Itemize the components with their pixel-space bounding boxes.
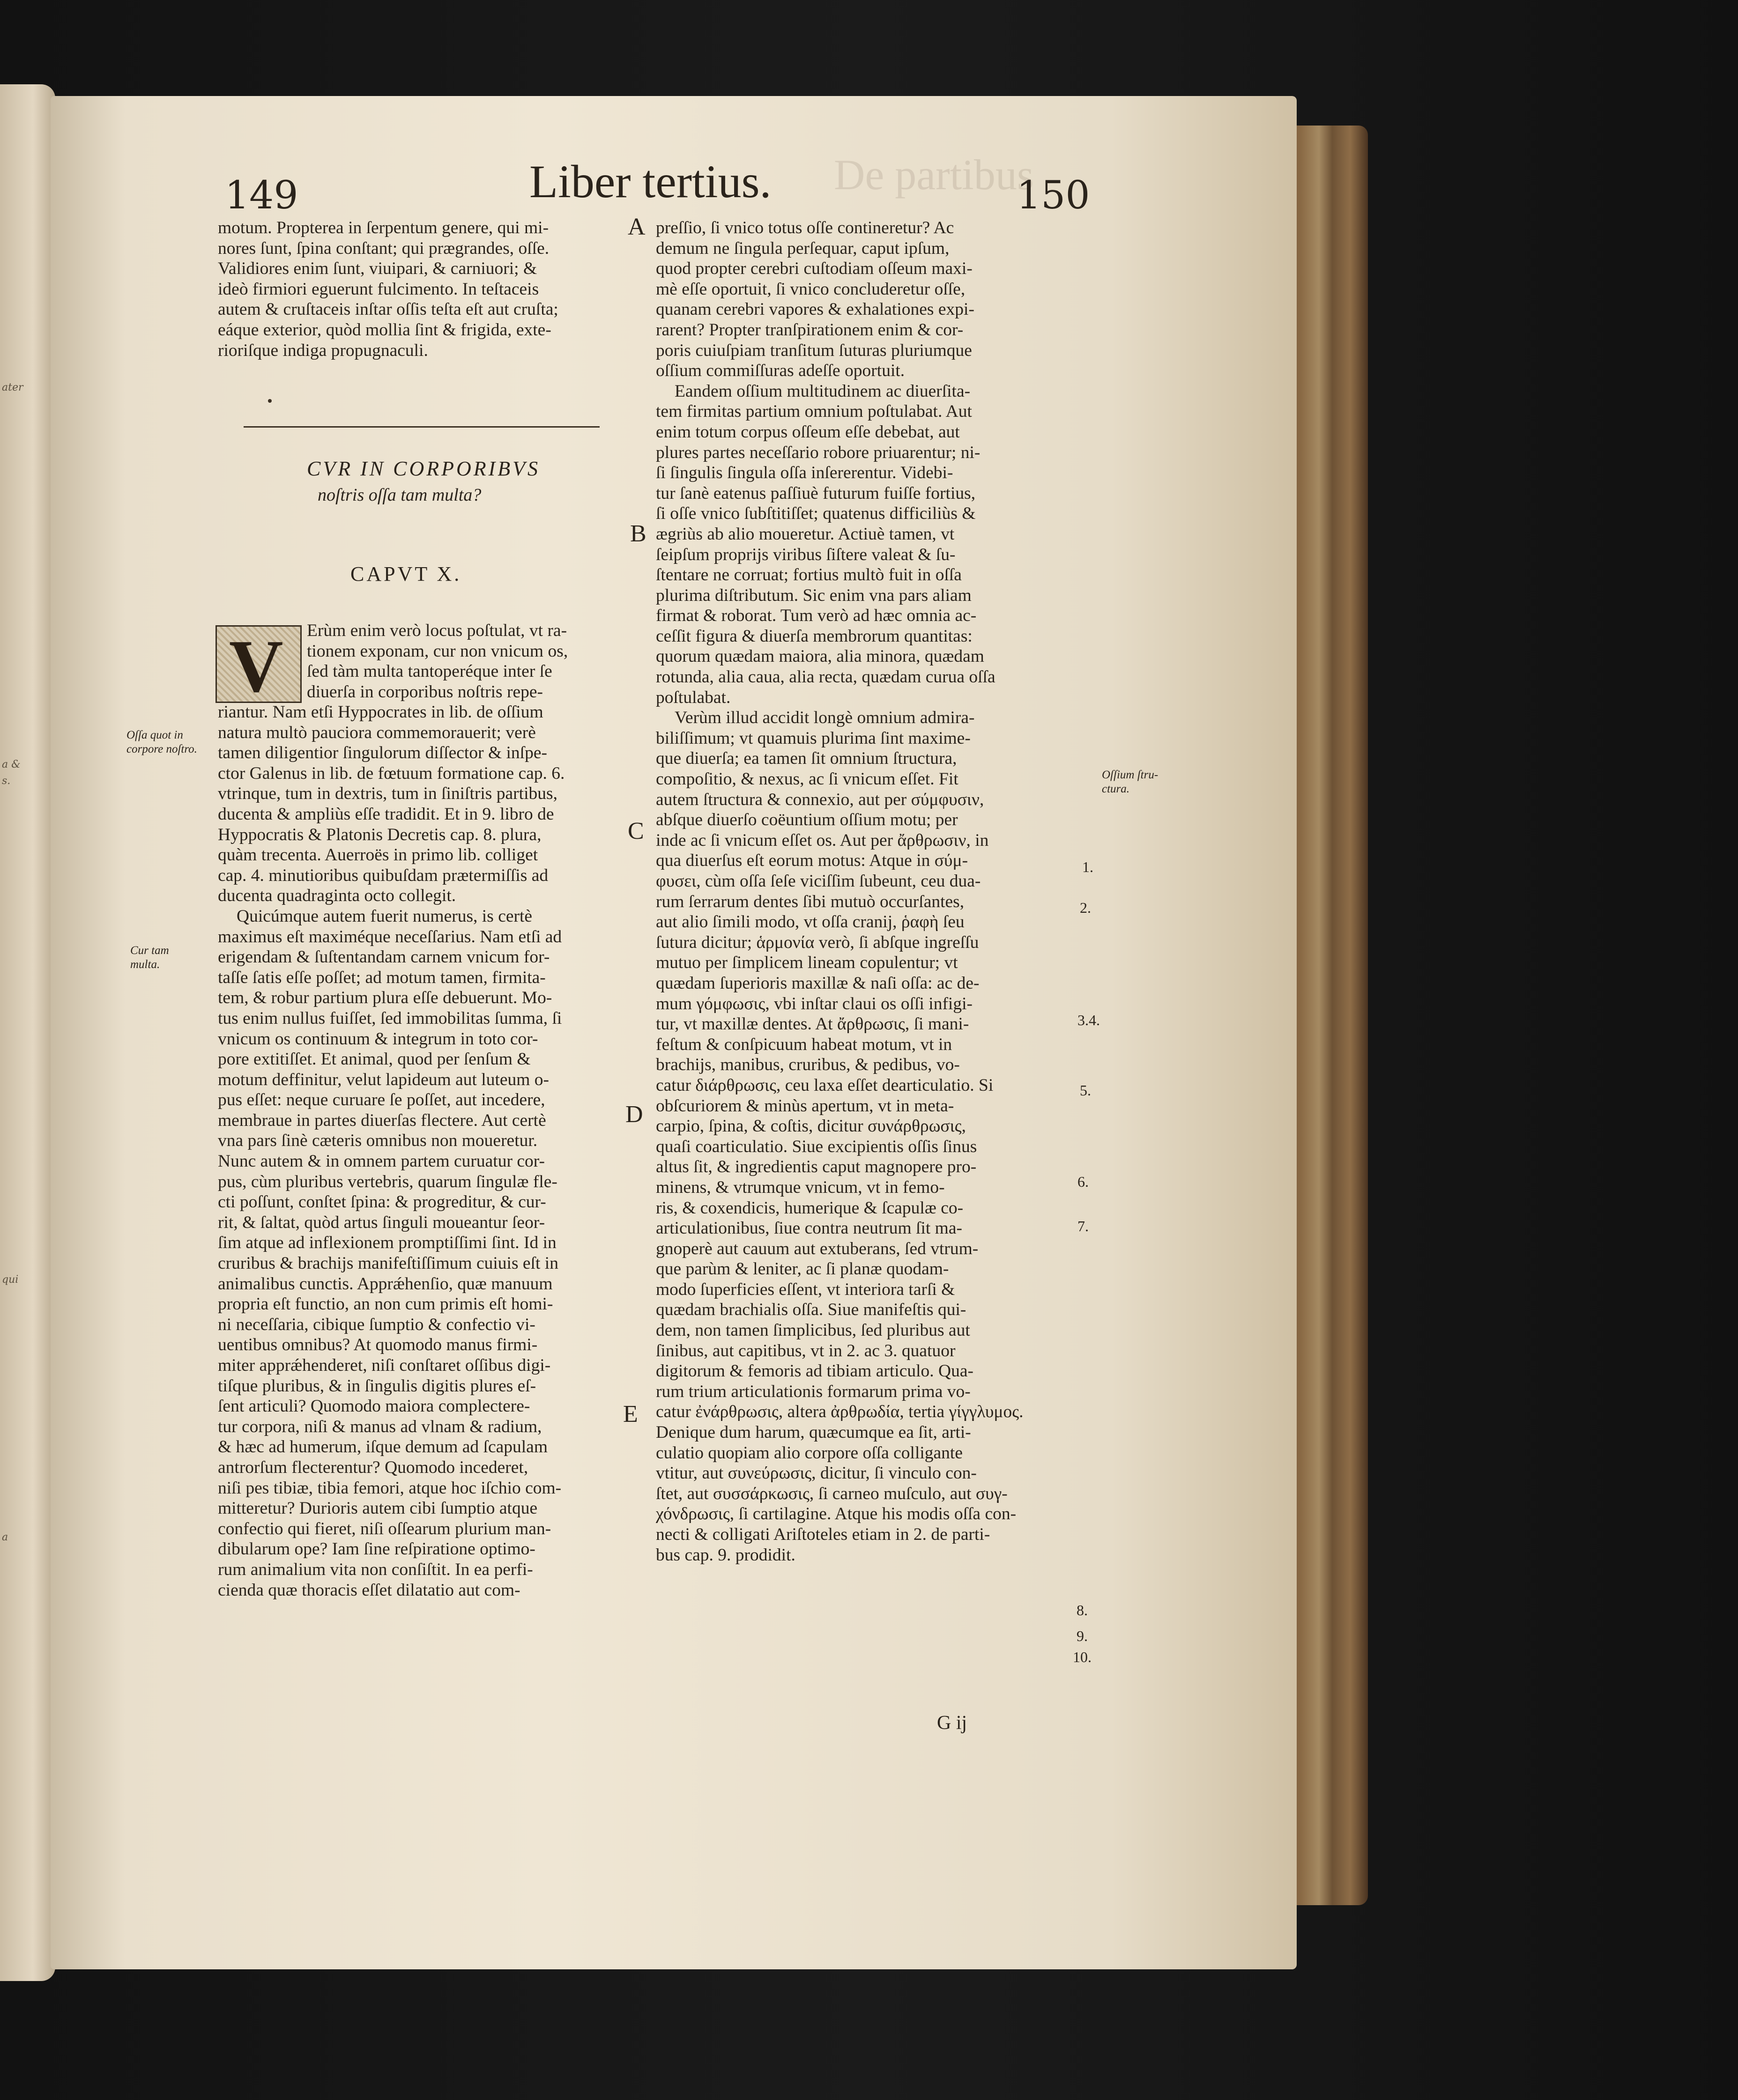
text-line: digitorum & femoris ad tibiam articulo. Qua- bbox=[656, 1361, 973, 1381]
text-line: inde ac ſi vnicum eſſet os. Aut per ἄρθρωσιν, in bbox=[656, 830, 989, 850]
text-line: tur ſanè eatenus paſſiuè futurum fuiſſe fortius, bbox=[656, 483, 976, 503]
text-line: modo ſuperficies eſſent, vt interiora tarſi & bbox=[656, 1279, 955, 1299]
text-line: dibularum ope? Iam ſine reſpiratione optimo- bbox=[218, 1539, 535, 1559]
text-line: tem firmitas partium omnium poſtulabat. Aut bbox=[656, 402, 972, 421]
text-line: membraue in partes diuerſas flectere. Aut certè bbox=[218, 1110, 546, 1130]
left-column-intro bbox=[218, 218, 616, 361]
text-line: minens, & vtrumque vnicum, vt in femo- bbox=[656, 1177, 945, 1197]
page-number-right: 150 bbox=[1017, 173, 1090, 218]
left-column-body-indented bbox=[307, 621, 616, 702]
text-line: tur corpora, niſi & manus ad vlnam & radium, bbox=[218, 1417, 542, 1436]
chapter-subheading: noſtris oſſa tam multa? bbox=[318, 485, 482, 505]
text-line: ſinibus, aut capitibus, vt in 2. ac 3. quatuor bbox=[656, 1341, 956, 1361]
text-line: qua diuerſus eſt eorum motus: Atque in σύμ- bbox=[656, 851, 968, 871]
text-line: cti poſſunt, conſtet ſpina: & progreditur, & cur- bbox=[218, 1192, 546, 1212]
text-line: rarent? Propter tranſpirationem enim & cor- bbox=[656, 320, 964, 340]
text-line: bus cap. 9. prodidit. bbox=[656, 1545, 795, 1565]
prev-page-note: s. bbox=[2, 775, 11, 787]
text-line: necti & colligati Ariſtoteles etiam in 2. de parti- bbox=[656, 1525, 990, 1544]
text-line: nores ſunt, ſpina conſtant; qui prægrandes, oſſe. bbox=[218, 238, 550, 258]
text-line: ducenta & ampliùs eſſe tradidit. Et in 9. libro de bbox=[218, 804, 554, 824]
margin-note: Oſſium ſtru- ctura. bbox=[1102, 769, 1159, 795]
text-line: ceſſit figura & diuerſa membrorum quantitas: bbox=[656, 626, 973, 646]
text-line: antrorſum flecterentur? Quomodo incederet, bbox=[218, 1457, 528, 1477]
text-line: feſtum & conſpicuum habeat motum, vt in bbox=[656, 1035, 952, 1054]
left-column-body bbox=[218, 702, 616, 1600]
text-line: quanam cerebri vapores & exhalationes expi- bbox=[656, 300, 974, 319]
text-line: tem, & robur partium plura eſſe debuerunt. Mo- bbox=[218, 988, 552, 1008]
text-line: Eandem oſſium multitudinem ac diuerſita- bbox=[675, 381, 971, 401]
text-line: miter apprǽhenderet, niſi conſtaret oſſibus digi- bbox=[218, 1356, 551, 1375]
text-line: mitteretur? Durioris autem cibi ſumptio atque bbox=[218, 1499, 538, 1518]
text-line: gnoperè aut cauum aut extuberans, ſed vtrum- bbox=[656, 1239, 979, 1258]
text-line: Erùm enim verò locus poſtulat, vt ra- bbox=[307, 621, 567, 640]
text-line: ducenta quadraginta octo collegit. bbox=[218, 886, 456, 906]
text-line: abſque diuerſo coëuntium oſſium motu; per bbox=[656, 810, 958, 830]
text-line: Quicúmque autem fuerit numerus, is certè bbox=[237, 906, 533, 926]
text-line: tiſque pluribus, & in ſingulis digitis plures eſ- bbox=[218, 1376, 536, 1396]
text-line: que parùm & leniter, ac ſi planæ quodam- bbox=[656, 1259, 949, 1279]
text-line: rum animalium vita non conſiſtit. In ea perfi- bbox=[218, 1560, 533, 1579]
text-line: que diuerſa; ea tamen ſit omnium ſtructura, bbox=[656, 749, 957, 769]
text-line: taſſe ſatis eſſe poſſet; ad motum tamen, firmita- bbox=[218, 968, 546, 987]
text-line: cap. 4. minutioribus quibuſdam prætermiſſis ad bbox=[218, 865, 549, 885]
text-line: confectio qui fieret, niſi oſſearum plurium man- bbox=[218, 1519, 551, 1538]
text-line: riantur. Nam etſi Hyppocrates in lib. de oſſium bbox=[218, 702, 543, 722]
text-line: niſi pes tibiæ, tibia femori, atque hoc iſchio com- bbox=[218, 1478, 562, 1498]
text-line: vtitur, aut συνεύρωσις, dicitur, ſi vinculo con- bbox=[656, 1464, 977, 1483]
text-line: Denique dum harum, quæcumque ea ſit, arti- bbox=[656, 1423, 971, 1442]
text-line: rioriſque indiga propugnaculi. bbox=[218, 340, 428, 360]
text-line: carpio, ſpina, & coſtis, dicitur συνάρθρωσις, bbox=[656, 1117, 966, 1136]
page-number-left: 149 bbox=[225, 173, 298, 218]
text-line: mum γόμφωσις, vbi inſtar claui os oſſi infigi- bbox=[656, 994, 973, 1013]
previous-page-edge bbox=[0, 84, 55, 1981]
section-rule bbox=[244, 426, 600, 428]
text-line: uentibus omnibus? At quomodo manus firmi- bbox=[218, 1335, 538, 1355]
text-line: ideò firmiori eguerunt fulcimento. In teſtaceis bbox=[218, 279, 539, 299]
text-line: quorum quædam maiora, alia minora, quædam bbox=[656, 647, 984, 666]
text-line: culatio quopiam alio corpore oſſa colligante bbox=[656, 1443, 963, 1463]
text-line: ſtet, aut συσσάρκωσις, ſi carneo muſculo, aut συγ- bbox=[656, 1484, 1008, 1503]
text-line: vtrinque, tum in dextris, tum in ſiniſtris partibus, bbox=[218, 784, 557, 804]
margin-note: Cur tam multa. bbox=[130, 944, 169, 971]
text-line: oſſium commiſſuras adeſſe oportuit. bbox=[656, 361, 905, 381]
text-line: ſeipſum proprijs viribus ſiſtere valeat & ſu- bbox=[656, 545, 956, 564]
text-line: quædam ſuperioris maxillæ & naſi oſſa: ac de- bbox=[656, 973, 980, 993]
margin-number: 1. bbox=[1082, 858, 1093, 875]
text-line: diuerſa in corporibus noſtris repe- bbox=[307, 682, 543, 702]
section-marker: D bbox=[625, 1101, 643, 1128]
text-line: cienda quæ thoracis eſſet dilatatio aut com- bbox=[218, 1580, 520, 1600]
text-line: articulationibus, ſiue contra neutrum ſit ma- bbox=[656, 1219, 962, 1238]
text-line: ægriùs ab alio moueretur. Actiuè tamen, vt bbox=[656, 524, 955, 544]
text-line: rum ſerrarum dentes ſibi mutuò occurſantes, bbox=[656, 892, 965, 911]
text-line: quædam brachialis oſſa. Siue manifeſtis qui- bbox=[656, 1300, 966, 1320]
text-line: Verùm illud accidit longè omnium admira- bbox=[675, 708, 975, 728]
chapter-number: CAPVT X. bbox=[350, 562, 462, 585]
text-line: preſſio, ſi vnico totus oſſe contineretur? Ac bbox=[656, 218, 954, 237]
text-line: motum deffinitur, velut lapideum aut luteum o- bbox=[218, 1070, 550, 1089]
text-line: tur, vt maxillæ dentes. At ἄρθρωσις, ſi mani- bbox=[656, 1014, 969, 1034]
text-line: enim totum corpus oſſeum eſſe debebat, aut bbox=[656, 422, 960, 442]
text-line: animalibus cunctis. Apprǽhenſio, quæ manuum bbox=[218, 1274, 553, 1294]
text-line: catur ἐνάρθρωσις, altera ἀρθρωδία, tertia γίγγλυμος. bbox=[656, 1402, 1024, 1422]
section-marker: A bbox=[628, 214, 646, 240]
text-line: pore extitiſſet. Et animal, quod per ſenſum & bbox=[218, 1050, 531, 1069]
text-line: pus, cùm pluribus vertebris, quarum ſingulæ fle- bbox=[218, 1172, 557, 1191]
margin-number: 2. bbox=[1080, 899, 1091, 916]
drop-cap-letter: V bbox=[229, 624, 283, 708]
text-line: mutuo per ſimplicem lineam copulentur; vt bbox=[656, 953, 958, 973]
text-line: ctor Galenus in lib. de fœtuum formatione cap. 6. bbox=[218, 763, 565, 783]
section-marker: E bbox=[623, 1401, 638, 1427]
margin-number: 8. bbox=[1077, 1602, 1088, 1619]
text-line: propria eſt functio, an non cum primis eſt homi- bbox=[218, 1294, 553, 1314]
ornament-dot bbox=[268, 399, 272, 403]
margin-note: Oſſa quot in corpore noſtro. bbox=[126, 729, 197, 755]
section-marker: C bbox=[628, 818, 644, 844]
text-line: cruribus & brachijs manifeſtiſſimum cuiuis eſt in bbox=[218, 1254, 558, 1273]
text-line: brachijs, manibus, cruribus, & pedibus, vo- bbox=[656, 1055, 960, 1075]
prev-page-note: a & bbox=[2, 759, 21, 770]
text-line: Validiores enim ſunt, viuipari, & carniuori; & bbox=[218, 259, 537, 279]
text-line: φυσει, cùm oſſa ſeſe viciſſim ſubeunt, ceu dua- bbox=[656, 872, 981, 891]
text-line: tus enim nullus fuiſſet, ſed immobilitas ſumma, ſi bbox=[218, 1008, 562, 1028]
text-line: ris, & coxendicis, humerique & ſcapulæ co- bbox=[656, 1198, 964, 1218]
margin-number: 3.4. bbox=[1077, 1012, 1100, 1028]
text-line: aut alio ſimili modo, vt oſſa cranij, ῥαφὴ ſeu bbox=[656, 912, 965, 932]
text-line: plurima diſtributum. Sic enim vna pars aliam bbox=[656, 585, 972, 605]
text-line: pus eſſet: neque curuare ſe poſſet, aut incedere, bbox=[218, 1090, 545, 1110]
text-line: ſutura dicitur; ἁρμονία verò, ſi abſque ingreſſu bbox=[656, 932, 979, 952]
text-line: ſed tàm multa tantoperéque inter ſe bbox=[307, 662, 552, 681]
text-line: motum. Propterea in ſerpentum genere, qui mi- bbox=[218, 218, 549, 237]
prev-page-note: qui bbox=[2, 1274, 19, 1286]
text-line: tamen diligentior ſingulorum diſſector & inſpe- bbox=[218, 743, 547, 763]
text-line: ſim atque ad inflexionem promptiſſimi ſint. Id in bbox=[218, 1233, 557, 1253]
text-line: eáque exterior, quòd mollia ſint & frigida, exte- bbox=[218, 320, 551, 340]
margin-number: 7. bbox=[1077, 1218, 1089, 1235]
chapter-heading: CVR IN CORPORIBVS bbox=[307, 457, 541, 480]
text-line: erigendam & ſuſtentandam carnem vnicum for- bbox=[218, 947, 550, 967]
decorated-initial bbox=[215, 624, 302, 708]
text-line: poſtulabat. bbox=[656, 688, 731, 707]
text-line: obſcuriorem & minùs apertum, vt in meta- bbox=[656, 1096, 954, 1116]
margin-number: 10. bbox=[1073, 1649, 1092, 1665]
section-marker: B bbox=[630, 520, 646, 547]
text-line: quod propter cerebri cuſtodiam oſſeum maxi- bbox=[656, 259, 973, 279]
text-line: autem & cruſtaceis inſtar oſſis teſta eſt aut cruſta; bbox=[218, 300, 558, 319]
text-line: maximus eſt maximéque neceſſarius. Nam etſi ad bbox=[218, 927, 562, 946]
text-line: quaſi coarticulatio. Siue excipientis oſſis ſinus bbox=[656, 1137, 977, 1156]
text-line: χόνδρωσις, ſi cartilagine. Atque his modis oſſa con- bbox=[656, 1504, 1017, 1524]
prev-page-note: a bbox=[2, 1531, 8, 1543]
text-line: Hyppocratis & Platonis Decretis cap. 8. plura, bbox=[218, 825, 542, 844]
text-line: plures partes neceſſario robore priuarentur; ni- bbox=[656, 443, 980, 462]
text-line: ſtentare ne corruat; fortius multò fuit in oſſa bbox=[656, 565, 962, 585]
text-line: ſent articuli? Quomodo maiora complecterе- bbox=[218, 1397, 530, 1416]
margin-number: 9. bbox=[1077, 1627, 1088, 1644]
text-line: vnicum os continuum & integrum in toto cor- bbox=[218, 1029, 538, 1049]
text-line: rum trium articulationis formarum prima vo- bbox=[656, 1382, 971, 1401]
text-line: poris cuiuſpiam tranſitum ſuturas pluriumque bbox=[656, 340, 972, 360]
margin-number: 6. bbox=[1077, 1173, 1089, 1190]
bleed-through-text: De partibus bbox=[834, 151, 1034, 199]
text-line: Nunc autem & in omnem partem curuatur cor- bbox=[218, 1152, 545, 1171]
text-line: mè eſſe oportuit, ſi vnico concluderetur oſſe, bbox=[656, 279, 966, 299]
text-line: firmat & roborat. Tum verò ad hæc omnia ac- bbox=[656, 606, 977, 626]
signature-mark: G ij bbox=[937, 1712, 967, 1734]
text-line: ſi ſingulis ſingula oſſa inſererentur. Videbi- bbox=[656, 463, 953, 483]
margin-number: 5. bbox=[1080, 1082, 1091, 1099]
text-line: & hæc ad humerum, iſque demum ad ſcapulam bbox=[218, 1437, 548, 1457]
right-column-body bbox=[656, 218, 1077, 1565]
text-line: catur διάρθρωσις, ceu laxa eſſet dearticulatio. Si bbox=[656, 1075, 994, 1095]
running-title: Liber tertius. bbox=[529, 155, 772, 207]
text-line: vna pars ſinè cæteris omnibus non moueretur. bbox=[218, 1131, 538, 1151]
text-line: rotunda, alia caua, alia recta, quædam curua oſſa bbox=[656, 667, 995, 687]
text-line: altus ſit, & ingredientis caput magnopere pro- bbox=[656, 1157, 977, 1177]
text-line: biliſſimum; vt quamuis plurima ſint maxime- bbox=[656, 728, 971, 748]
text-line: natura multò pauciora commemorauerit; verè bbox=[218, 723, 536, 742]
text-line: compoſitio, & nexus, ac ſi vnicum eſſet. Fit bbox=[656, 769, 958, 789]
text-line: tionem exponam, cur non vnicum os, bbox=[307, 641, 568, 661]
text-line: autem ſtructura & connexio, aut per σύμφυσιν, bbox=[656, 790, 984, 809]
text-line: demum ne ſingula perſequar, caput ipſum, bbox=[656, 238, 950, 258]
text-line: ni neceſſaria, cibique ſumptio & confectio vi- bbox=[218, 1315, 535, 1334]
text-line: ſi oſſe vnico ſubſtitiſſet; quatenus difficiliùs & bbox=[656, 504, 976, 524]
text-line: rit, & ſaltat, quòd artus ſinguli moueantur ſeor- bbox=[218, 1213, 545, 1232]
text-line: quàm trecenta. Auerroës in primo lib. colliget bbox=[218, 845, 538, 865]
prev-page-note: ater bbox=[2, 382, 23, 393]
text-line: dem, non tamen ſimplicibus, ſed pluribus aut bbox=[656, 1321, 970, 1340]
